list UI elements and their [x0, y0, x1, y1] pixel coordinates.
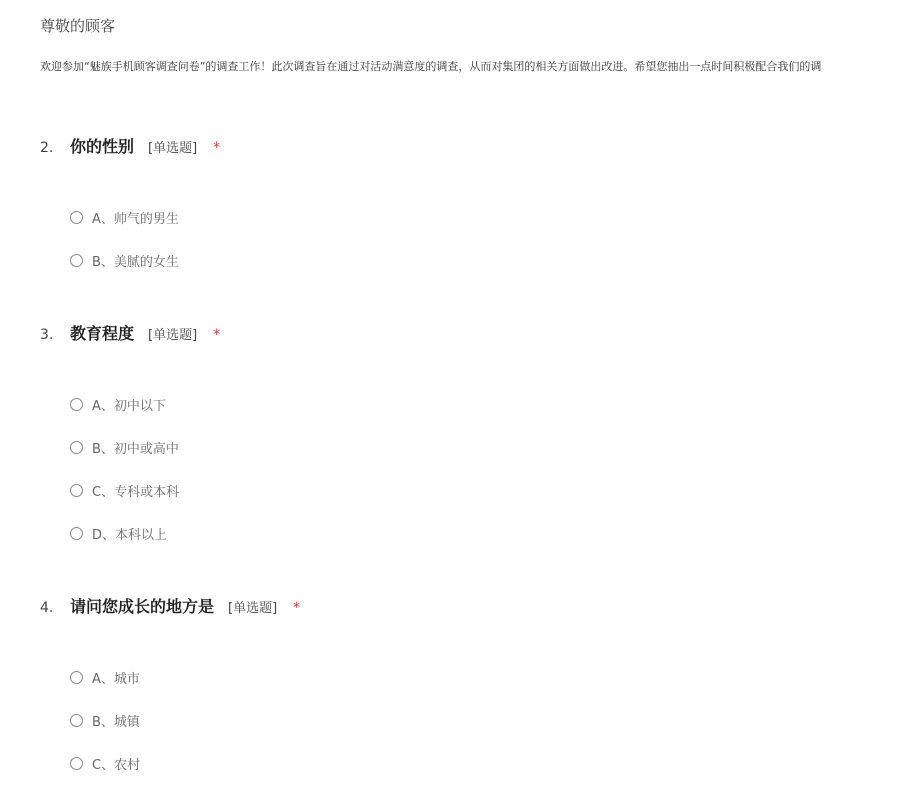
intro-text: 欢迎参加“魅族手机顾客调查问卷”的调查工作！此次调查旨在通过对活动满意度的调查，从而对集团的相关方面做出改进。希望您抽出一点时间积极配合我们的调 — [40, 60, 822, 73]
question-header — [40, 594, 880, 620]
radio-button[interactable] — [70, 441, 83, 454]
question-number: 3. — [40, 327, 54, 343]
option-label: D、本科以上 — [92, 527, 168, 543]
option-label: C、农村 — [92, 757, 141, 773]
question-number: 4. — [40, 600, 54, 616]
option-town[interactable] — [70, 710, 140, 730]
question-type-tag: [单选题] — [228, 601, 278, 616]
radio-button[interactable] — [70, 254, 83, 267]
option-label: B、初中或高中 — [92, 441, 179, 457]
option-city[interactable] — [70, 667, 140, 687]
option-label: A、帅气的男生 — [92, 211, 179, 227]
required-marker: * — [293, 600, 301, 616]
option-below-junior-high[interactable] — [70, 394, 166, 414]
question-header — [40, 321, 880, 347]
radio-button[interactable] — [70, 211, 83, 224]
option-male[interactable] — [70, 207, 179, 227]
radio-button[interactable] — [70, 527, 83, 540]
radio-button[interactable] — [70, 671, 83, 684]
question-title: 教育程度 — [70, 324, 135, 343]
radio-button[interactable] — [70, 398, 83, 411]
greeting-text: 尊敬的顾客 — [40, 17, 116, 35]
option-countryside[interactable] — [70, 753, 140, 773]
radio-button[interactable] — [70, 757, 83, 770]
question-title: 你的性别 — [70, 137, 135, 156]
question-number: 2. — [40, 140, 54, 156]
question-gender — [40, 134, 880, 270]
option-label: C、专科或本科 — [92, 484, 180, 500]
option-female[interactable] — [70, 250, 179, 270]
option-label: A、初中以下 — [92, 398, 166, 414]
question-type-tag: [单选题] — [148, 141, 198, 156]
option-label: B、城镇 — [92, 714, 140, 730]
radio-button[interactable] — [70, 484, 83, 497]
option-cut-off[interactable] — [70, 796, 92, 800]
option-junior-or-high-school[interactable] — [70, 437, 179, 457]
option-label: A、城市 — [92, 671, 140, 687]
question-type-tag: [单选题] — [148, 328, 198, 343]
required-marker: * — [213, 327, 221, 343]
option-college-or-bachelor[interactable] — [70, 480, 179, 500]
question-hometown — [40, 594, 880, 773]
option-above-bachelor[interactable] — [70, 523, 167, 543]
question-education — [40, 321, 880, 543]
question-title: 请问您成长的地方是 — [70, 597, 215, 616]
radio-button[interactable] — [70, 714, 83, 727]
option-label: B、美腻的女生 — [92, 254, 179, 270]
required-marker: * — [213, 140, 221, 156]
question-header — [40, 134, 880, 160]
